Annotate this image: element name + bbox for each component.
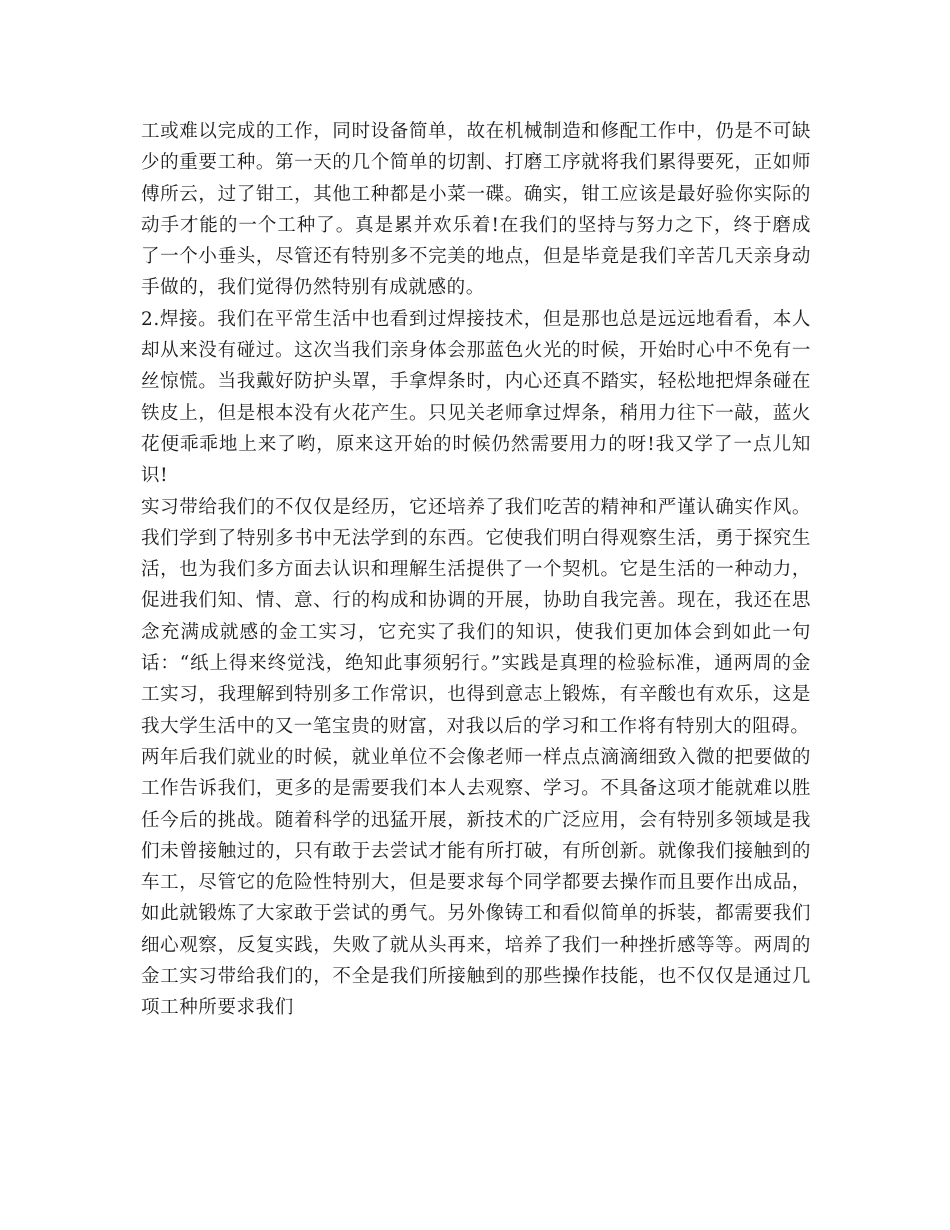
paragraph-1: 工或难以完成的工作，同时设备简单，故在机械制造和修配工作中，仍是不可缺少的重要工种。第一天的几个简单的切割、打磨工序就将我们累得要死，正如师傅所云，过了钳工，其他工种都是小菜一碟。确实，钳工应该是最好验你实际的动手才能的一个工种了。真是累并欢乐着!在我们的坚持与努力之下，终于磨成了一个小垂头，尽管还有特别多不完美的地点，但是毕竟是我们辛苦几天亲身动手做的，我们觉得仍然特别有成就感的。 bbox=[141, 121, 811, 299]
document-body bbox=[141, 116, 811, 1024]
paragraph-2: 2.焊接。我们在平常生活中也看到过焊接技术，但是那也总是远远地看看，本人却从来没有碰过。这次当我们亲身体会那蓝色火光的时候，开始时心中不免有一丝惊慌。当我戴好防护头罩，手拿焊条时，内心还真不踏实，轻松地把焊条碰在铁皮上，但是根本没有火花产生。只见关老师拿过焊条，稍用力往下一敲，蓝火花便乖乖地上来了哟，原来这开始的时候仍然需要用力的呀!我又学了一点儿知识! bbox=[141, 308, 811, 487]
paragraph-3: 实习带给我们的不仅仅是经历，它还培养了我们吃苦的精神和严谨认确实作风。我们学到了特别多书中无法学到的东西。它使我们明白得观察生活，勇于探究生活，也为我们多方面去认识和理解生活提供了一个契机。它是生活的一种动力，促进我们知、情、意、行的构成和协调的开展，协助自我完善。现在，我还在思念充满成就感的金工实习，它充实了我们的知识，使我们更加体会到如此一句话：“纸上得来终觉浅，绝知此事须躬行。”实践是真理的检验标准，通两周的金工实习，我理解到特别多工作常识，也得到意志上锻炼，有辛酸也有欢乐，这是我大学生活中的又一笔宝贵的财富，对我以后的学习和工作将有特别大的阻碍。 bbox=[141, 496, 811, 737]
paragraph-4: 两年后我们就业的时候，就业单位不会像老师一样点点滴滴细致入微的把要做的工作告诉我们，更多的是需要我们本人去观察、学习。不具备这项才能就难以胜任今后的挑战。随着科学的迅猛开展，新技术的广泛应用，会有特别多领域是我们未曾接触过的，只有敢于去尝试才能有所打破，有所创新。就像我们接触到的车工，尽管它的危险性特别大，但是要求每个同学都要去操作而且要作出成品，如此就锻炼了大家敢于尝试的勇气。另外像铸工和看似简单的拆装，都需要我们细心观察，反复实践，失败了就从头再来，培养了我们一种挫折感等等。两周的金工实习带给我们的，不全是我们所接触到的那些操作技能，也不仅仅是通过几项工种所要求我们 bbox=[141, 746, 811, 1019]
